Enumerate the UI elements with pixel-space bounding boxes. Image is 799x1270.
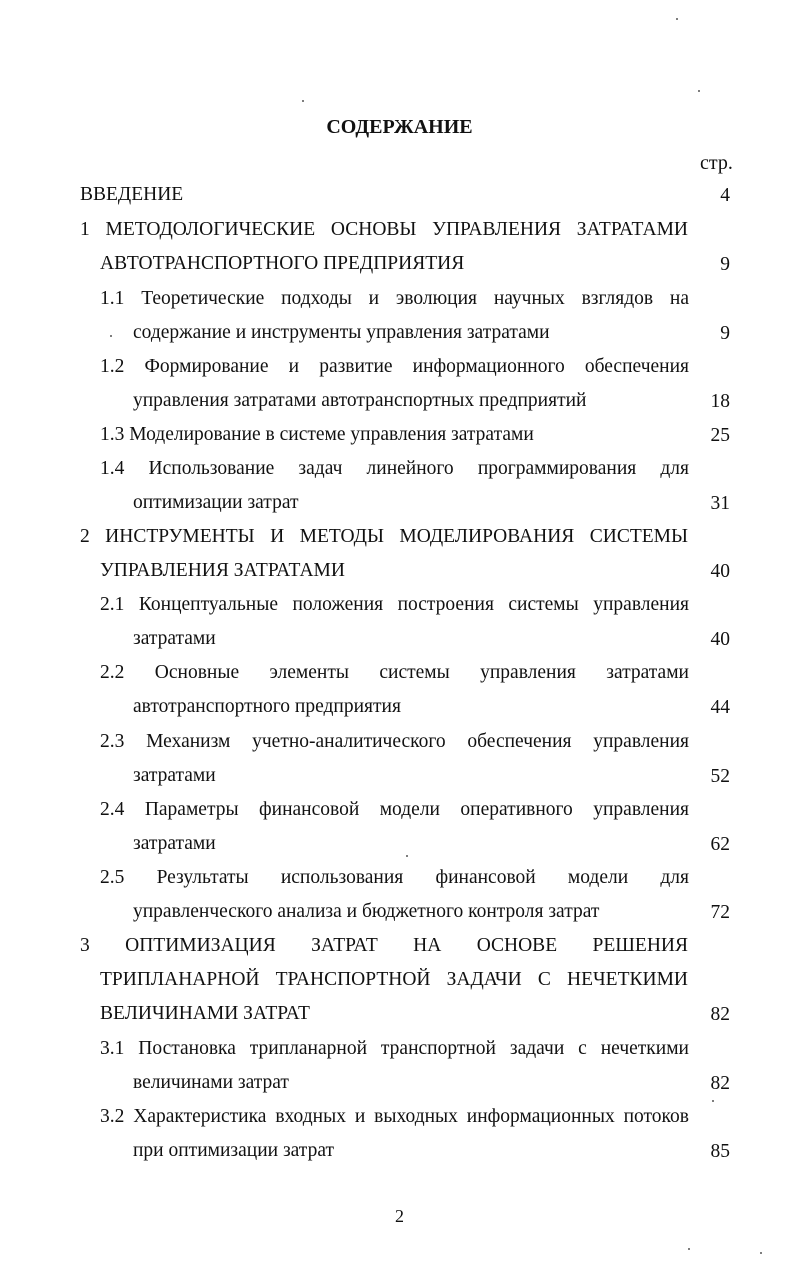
- toc-entry-title-cont: управления затратами автотранспортных предприятий: [133, 390, 587, 411]
- toc-entry-chapter-2-cont: [100, 560, 690, 582]
- toc-entry-2-3: [100, 731, 689, 753]
- toc-entry-title: 2.4 Параметры финансовой модели оперативного управления: [100, 799, 689, 820]
- toc-entry-page: 31: [710, 493, 730, 514]
- toc-entry-chapter-3-cont2: [100, 1003, 690, 1025]
- toc-entry-2-1-cont: [133, 628, 683, 650]
- scan-speck: [688, 1248, 690, 1250]
- toc-entry-1-4-cont: [133, 492, 683, 514]
- scan-speck: [760, 1252, 762, 1254]
- toc-entry-1-2-cont: [133, 390, 683, 412]
- scan-speck: [698, 90, 700, 92]
- toc-entry-chapter-3-cont: [100, 969, 688, 991]
- toc-entry-chapter-1-cont: [100, 253, 690, 275]
- scan-speck: [302, 100, 304, 102]
- toc-entry-1-4: [100, 458, 689, 480]
- toc-entry-title-cont: при оптимизации затрат: [133, 1140, 334, 1161]
- page-column-label: стр.: [700, 152, 733, 174]
- toc-entry-title-cont: оптимизации затрат: [133, 492, 299, 513]
- toc-entry-title-cont: ТРИПЛАНАРНОЙ ТРАНСПОРТНОЙ ЗАДАЧИ С НЕЧЕТКИМИ: [100, 969, 688, 990]
- toc-entry-title-cont: величинами затрат: [133, 1072, 289, 1093]
- toc-entry-1-1-cont: [133, 322, 683, 344]
- toc-entry-title-cont: управленческого анализа и бюджетного контроля затрат: [133, 901, 600, 922]
- toc-entry-1-2: [100, 356, 689, 378]
- toc-entry-3-1: [100, 1038, 689, 1060]
- toc-entry-title: 1 МЕТОДОЛОГИЧЕСКИЕ ОСНОВЫ УПРАВЛЕНИЯ ЗАТРАТАМИ: [80, 219, 688, 240]
- toc-entry-title: ВВЕДЕНИЕ: [80, 184, 184, 205]
- toc-entry-page: 82: [710, 1004, 730, 1025]
- toc-entry-page: 82: [710, 1073, 730, 1094]
- scan-speck: [712, 1100, 714, 1102]
- toc-entry-title-cont: затратами: [133, 628, 216, 649]
- toc-entry-title-cont: АВТОТРАНСПОРТНОГО ПРЕДПРИЯТИЯ: [100, 253, 465, 274]
- toc-entry-title-cont: затратами: [133, 765, 216, 786]
- toc-entry-title: 3 ОПТИМИЗАЦИЯ ЗАТРАТ НА ОСНОВЕ РЕШЕНИЯ: [80, 935, 688, 956]
- toc-entry-page: 4: [720, 185, 730, 206]
- toc-entry-2-5: [100, 867, 689, 889]
- toc-entry-page: 25: [710, 425, 730, 446]
- toc-entry-2-2-cont: [133, 696, 683, 718]
- toc-entry-title-cont: ВЕЛИЧИНАМИ ЗАТРАТ: [100, 1003, 310, 1024]
- toc-entry-title: 3.2 Характеристика входных и выходных информационных потоков: [100, 1106, 689, 1127]
- page-number: 2: [395, 1206, 404, 1226]
- toc-entry-page: 72: [710, 902, 730, 923]
- toc-entry-page: 85: [710, 1141, 730, 1162]
- toc-entry-page: 44: [710, 697, 730, 718]
- toc-entry-2-5-cont: [133, 901, 683, 923]
- toc-entry-title-cont: затратами: [133, 833, 216, 854]
- scan-speck: [110, 335, 112, 337]
- toc-entry-title: 1.4 Использование задач линейного программирования для: [100, 458, 689, 479]
- toc-entry-2-1: [100, 594, 689, 616]
- toc-entry-page: 40: [710, 629, 730, 650]
- toc-entry-1-1: [100, 288, 689, 310]
- toc-entry-title-cont: автотранспортного предприятия: [133, 696, 401, 717]
- toc-entry-title: 2.5 Результаты использования финансовой модели для: [100, 867, 689, 888]
- toc-entry-chapter-2: [80, 526, 688, 548]
- toc-entry-page: 9: [720, 323, 730, 344]
- toc-entry-title: 3.1 Постановка трипланарной транспортной задачи с нечеткими: [100, 1038, 689, 1059]
- toc-entry-chapter-1: [80, 219, 688, 241]
- toc-entry-page: 9: [720, 254, 730, 275]
- page-title: СОДЕРЖАНИЕ: [326, 116, 473, 138]
- toc-entry-title: 2.2 Основные элементы системы управления затратами: [100, 662, 689, 683]
- scan-speck: [676, 18, 678, 20]
- toc-entry-title: 1.1 Теоретические подходы и эволюция научных взглядов на: [100, 288, 689, 309]
- toc-entry-1-3: [100, 424, 680, 446]
- toc-entry-page: 62: [710, 834, 730, 855]
- toc-entry-2-4-cont: [133, 833, 683, 855]
- toc-entry-title-cont: содержание и инструменты управления затратами: [133, 322, 550, 343]
- toc-entry-title: 2 ИНСТРУМЕНТЫ И МЕТОДЫ МОДЕЛИРОВАНИЯ СИСТЕМЫ: [80, 526, 688, 547]
- toc-entry-2-3-cont: [133, 765, 683, 787]
- toc-entry-2-2: [100, 662, 689, 684]
- toc-entry-title: 1.3 Моделирование в системе управления затратами: [100, 424, 534, 445]
- toc-entry-intro: [80, 184, 680, 206]
- toc-entry-page: 52: [710, 766, 730, 787]
- toc-entry-page: 18: [710, 391, 730, 412]
- toc-entry-2-4: [100, 799, 689, 821]
- toc-entry-3-2: [100, 1106, 689, 1128]
- toc-entry-title: 2.3 Механизм учетно-аналитического обеспечения управления: [100, 731, 689, 752]
- scan-speck: [406, 855, 408, 857]
- toc-entry-title: 2.1 Концептуальные положения построения системы управления: [100, 594, 689, 615]
- toc-entry-3-2-cont: [133, 1140, 683, 1162]
- toc-entry-page: 40: [710, 561, 730, 582]
- toc-entry-title: 1.2 Формирование и развитие информационного обеспечения: [100, 356, 689, 377]
- toc-entry-3-1-cont: [133, 1072, 683, 1094]
- toc-entry-chapter-3: [80, 935, 688, 957]
- toc-entry-title-cont: УПРАВЛЕНИЯ ЗАТРАТАМИ: [100, 560, 345, 581]
